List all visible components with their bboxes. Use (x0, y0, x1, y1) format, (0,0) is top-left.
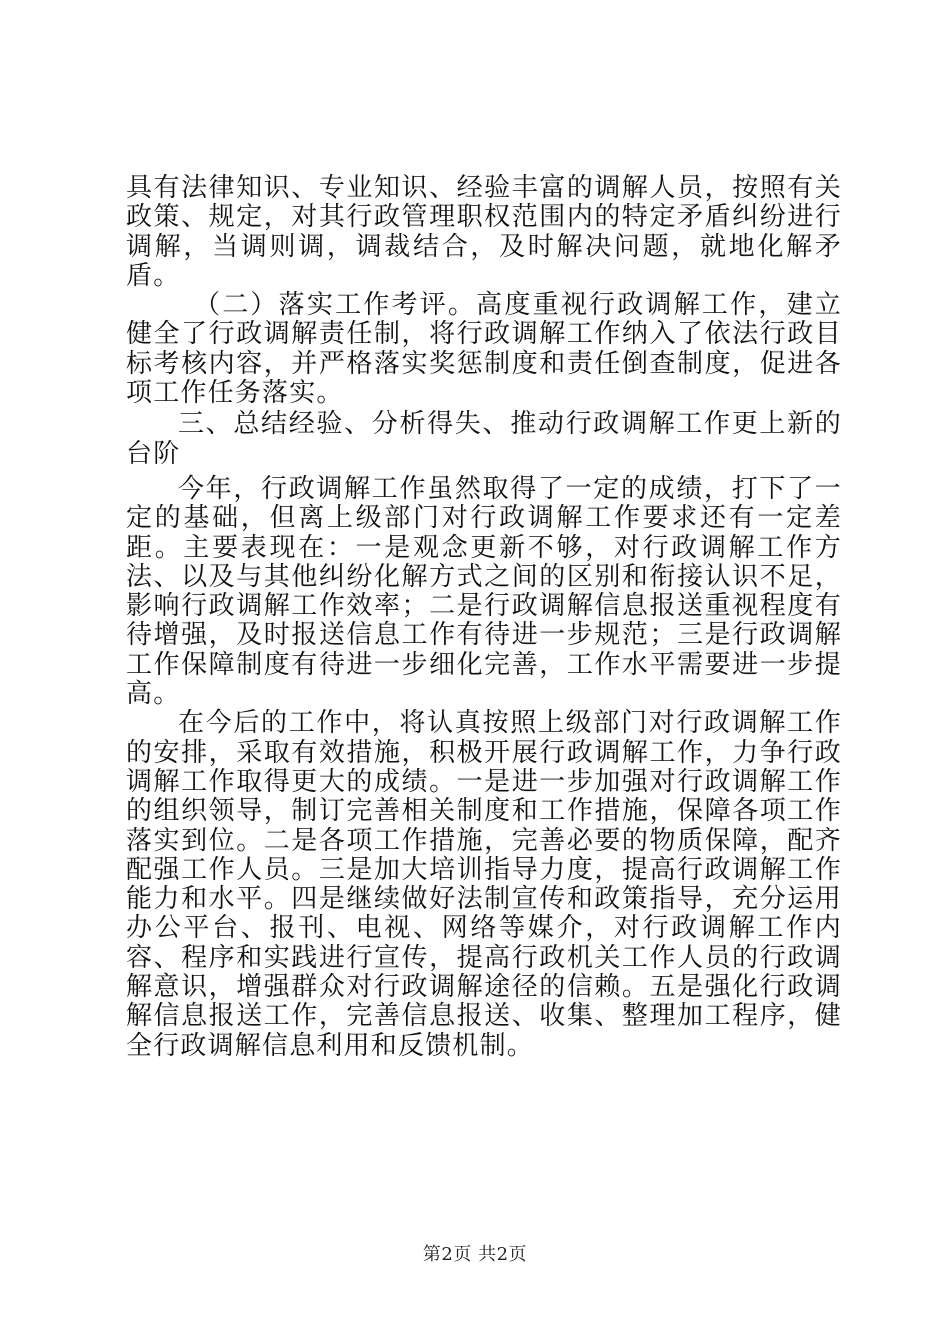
document-body (126, 174, 842, 1061)
paragraph-continuation: 具有法律知识、专业知识、经验丰富的调解人员，按照有关政策、规定，对其行政管理职权范围内的特定矛盾纠纷进行调解，当调则调，调裁结合，及时解决问题，就地化解矛盾。 (126, 173, 842, 291)
paragraph-work-evaluation: （二）落实工作考评。高度重视行政调解工作，建立健全了行政调解责任制，将行政调解工作纳入了依法行政目标考核内容，并严格落实奖惩制度和责任倒查制度，促进各项工作任务落实。 (126, 290, 842, 409)
paragraph-future-plans: 在今后的工作中，将认真按照上级部门对行政调解工作的安排，采取有效措施，积极开展行政调解工作，力争行政调解工作取得更大的成绩。一是进一步加强对行政调解工作的组织领导，制订完善相关制度和工作措施，保障各项工作落实到位。二是各项工作措施，完善必要的物质保障，配齐配强工作人员。三是加大培训指导力度，提高行政调解工作能力和水平。四是继续做好法制宣传和政策指导，充分运用办公平台、报刊、电视、网络等媒介，对行政调解工作内容、程序和实践进行宣传，提高行政机关工作人员的行政调解意识，增强群众对行政调解途径的信赖。五是强化行政调解信息报送工作，完善信息报送、收集、整理加工程序，健全行政调解信息利用和反馈机制。 (126, 708, 842, 1061)
page-footer: 第2页 共2页 (422, 1244, 528, 1265)
paragraph-shortcomings: 今年，行政调解工作虽然取得了一定的成绩，打下了一定的基础，但离上级部门对行政调解工作要求还有一定差距。主要表现在：一是观念更新不够，对行政调解工作方法、以及与其他纠纷化解方式之间的区别和衔接认识不足，影响行政调解工作效率；二是行政调解信息报送重视程度有待增强，及时报送信息工作有待进一步规范；三是行政调解工作保障制度有待进一步细化完善，工作水平需要进一步提高。 (126, 473, 842, 710)
section-heading-summary: 三、总结经验、分析得失、推动行政调解工作更上新的台阶 (126, 409, 842, 469)
